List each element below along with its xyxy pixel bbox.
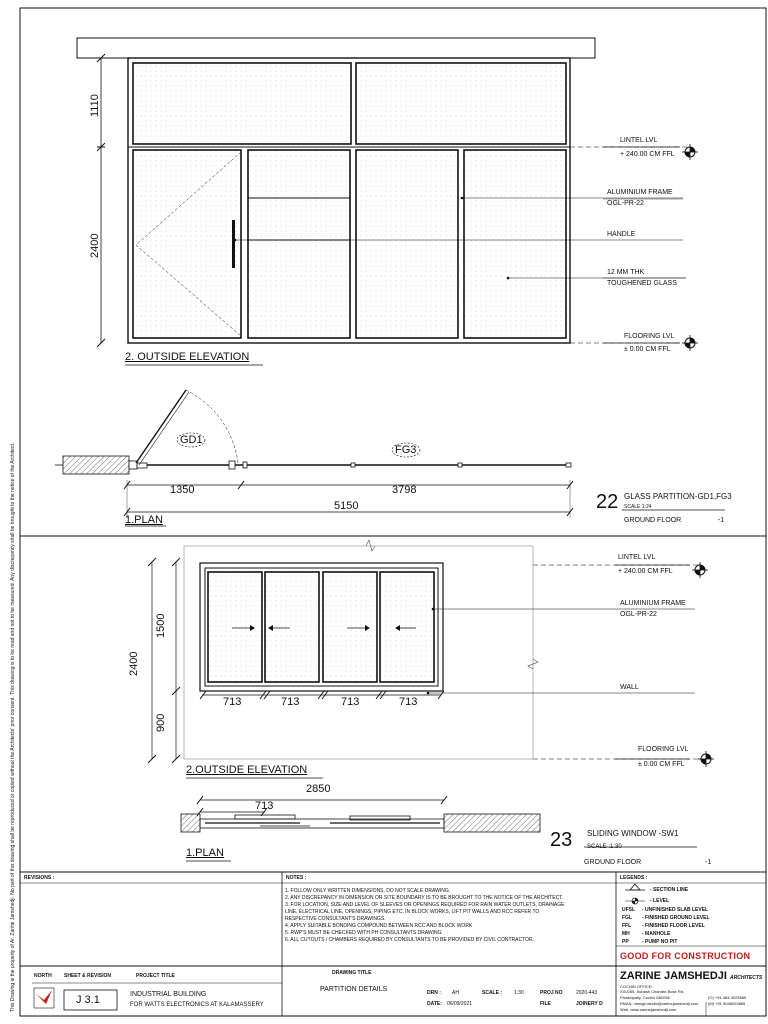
- file-value: JOINERY D: [576, 1001, 603, 1007]
- office-label: COCHIN OFFICE:: [620, 984, 653, 989]
- drawing-title-label: DRAWING TITLE: [332, 970, 372, 976]
- glass-label-2: TOUGHENED GLASS: [607, 280, 677, 287]
- note-item: RESPECTIVE CONSULTANT'S DRAWINGS.: [285, 916, 386, 922]
- dim-height-window: 1500: [155, 613, 167, 638]
- notes-list: [285, 888, 613, 944]
- floor-23: GROUND FLOOR: [584, 859, 642, 866]
- dim-height-door: 2400: [89, 233, 101, 258]
- legend-code: MH: [622, 931, 630, 937]
- proj-no-label: PROJ NO: [540, 990, 563, 996]
- dim-width-fixed: 3798: [392, 484, 417, 496]
- dim-width-total: 5150: [334, 500, 359, 512]
- bottom-elevation-title: 2.OUTSIDE ELEVATION: [186, 764, 308, 776]
- legend-desc: - FINISHED GROUND LEVEL: [642, 915, 710, 921]
- address-2: Panampally, Cochin 682036: [620, 995, 670, 1000]
- scale-label: SCALE :: [482, 990, 502, 996]
- address-1: XXI/285, Subash Chandra Bose Rd,: [620, 989, 685, 994]
- drn-value: AH: [452, 990, 459, 996]
- tag-door: GD1: [180, 434, 203, 446]
- legend-desc: - LEVEL: [650, 898, 670, 904]
- sheet-number-23: 23: [550, 829, 573, 851]
- dim-height-sill: 900: [155, 713, 167, 732]
- bottom-plan-title: 1.PLAN: [186, 847, 224, 859]
- legend-desc: - MANHOLE: [642, 931, 671, 937]
- frame-code-b: OGL-PR-22: [620, 611, 657, 618]
- revisions-header: REVISIONS :: [24, 875, 55, 881]
- floor-value-b: ± 0.00 CM FFL: [638, 761, 685, 768]
- note-item: 5. RWP'S MUST BE CHECKED WITH PH CONSULTANTS DRAWING: [285, 930, 442, 936]
- scale-23: SCALE :1:30: [587, 844, 622, 850]
- top-plan-title: 1.PLAN: [125, 514, 163, 526]
- date-value: 06/09/2021: [447, 1001, 473, 1007]
- drawing-title: PARTITION DETAILS: [320, 986, 388, 993]
- dim-window-total: 2850: [306, 783, 331, 795]
- project-line-2: FOR WATTS ELECTRONICS AT KALAMASSERY: [130, 1002, 264, 1008]
- dim-panel-2: 713: [281, 696, 300, 708]
- legend-desc: - FINISHED FLOOR LEVEL: [642, 923, 705, 929]
- legend-desc: - SECTION LINE: [650, 887, 689, 893]
- sheet-revision-label: SHEET & REVISION: [64, 973, 111, 979]
- legend-code: UFSL: [622, 907, 636, 913]
- firm-name: ZARINE JAMSHEDJI: [620, 970, 727, 982]
- dim-height-total: 2400: [128, 651, 140, 676]
- gfc-stamp: GOOD FOR CONSTRUCTION: [620, 951, 751, 961]
- copyright-note: This Drawing is the property of Ar. Zarine Jamshedji. No part of this drawing shall be reproduced or copied without the Architects' prior consent. This drawing is to be read and not to be measured. Any discrepancy shall be brought to the notice of the Architect.: [10, 442, 16, 1012]
- scale-value: 1:30: [514, 990, 524, 996]
- dim-panel-1: 713: [223, 696, 242, 708]
- firm-sub: ARCHITECTS: [730, 975, 763, 981]
- notes-header: NOTES :: [286, 875, 307, 881]
- sheet-number-22: 22: [596, 491, 619, 513]
- project-title-label: PROJECT TITLE: [136, 973, 175, 979]
- scale-22: SCALE 1:24: [624, 504, 652, 510]
- floor-22: GROUND FLOOR: [624, 517, 682, 524]
- floor-value: ± 0.00 CM FFL: [624, 346, 671, 353]
- note-item: 1. FOLLOW ONLY WRITTEN DIMENSIONS, DO NOT SCALE DRAWING.: [285, 888, 451, 894]
- lintel-value: + 240.00 CM FFL: [620, 151, 675, 158]
- glass-label-1: 12 MM THK: [607, 269, 645, 276]
- date-label: DATE:: [427, 1001, 442, 1007]
- wall-label: WALL: [620, 684, 639, 691]
- note-item: 4. APPLY SUITABLE BONDING COMPOUND BETWEEN RCC AND BLOCK WORK: [285, 923, 473, 929]
- frame-label-b: ALUMINIUM FRAME: [620, 600, 686, 607]
- legends-header: LEGENDS :: [620, 875, 648, 881]
- frame-code: OGL-PR-22: [607, 200, 644, 207]
- sheet-title-23: SLIDING WINDOW -SW1: [587, 829, 679, 838]
- lintel-label: LINTEL LVL: [620, 137, 658, 144]
- frame-label: ALUMINIUM FRAME: [607, 189, 673, 196]
- file-label: FILE: [540, 1001, 551, 1007]
- sheet-title-22: GLASS PARTITION-GD1,FG3: [624, 492, 732, 501]
- note-item: 6. ALL CUTOUTS / CHAMBERS REQUIRED BY CONSULTANTS TO BE PROVIDED BY CIVIL CONTRACTOR.: [285, 937, 534, 943]
- top-elevation-title: 2. OUTSIDE ELEVATION: [125, 351, 250, 363]
- bottom-elevation: [148, 540, 714, 778]
- handle-label: HANDLE: [607, 231, 636, 238]
- dim-width-door: 1350: [170, 484, 195, 496]
- legend-code: PP: [622, 939, 629, 945]
- dim-panel-4: 713: [399, 696, 418, 708]
- drn-label: DRN :: [427, 990, 441, 996]
- phone-mobile: (M) +91 9048023865: [708, 1001, 746, 1006]
- email: EMAIL: design.studio@zarinejamshedji.com: [620, 1001, 699, 1006]
- lintel-value-b: + 240.00 CM FFL: [618, 568, 673, 575]
- floor-num-23: -1: [705, 859, 712, 866]
- dim-panel-3: 713: [341, 696, 360, 708]
- sheet-id: J 3.1: [76, 994, 100, 1006]
- legend-code: FFL: [622, 923, 632, 929]
- north-label: NORTH: [34, 973, 52, 979]
- legend-desc: - PUMP NO PIT: [642, 939, 678, 945]
- note-item: 3. FOR LOCATION, SIZE AND LEVEL OF SLEEVES OR OPENINGS REQUIRED FOR RAIN WATER OUTLETS, DRAINAGE: [285, 902, 565, 908]
- proj-no-value: 2020-443: [576, 990, 598, 996]
- top-elevation: [77, 38, 698, 365]
- dim-panel-plan: 713: [255, 800, 274, 812]
- tag-fixed: FG3: [395, 444, 417, 456]
- project-line-1: INDUSTRIAL BUILDING: [130, 991, 207, 998]
- phone-office: (O) +91 484 4023865: [708, 995, 747, 1000]
- website: Web: www.zarinejamshedji.com: [620, 1007, 677, 1012]
- floor-label: FLOORING LVL: [624, 333, 675, 340]
- floor-num-22: -1: [718, 517, 725, 524]
- lintel-label-b: LINTEL LVL: [618, 554, 656, 561]
- legend-code: FGL: [622, 915, 632, 921]
- floor-label-b: FLOORING LVL: [638, 746, 689, 753]
- note-item: LINE, ELECTRICAL LINE, OPENINGS, PIPING ETC. IN BLOCK WORKS, LIFT PIT WALLS AND RCC REFER TO: [285, 909, 540, 915]
- dim-height-top: 1110: [89, 94, 101, 117]
- note-item: 2. ANY DISCREPANCY IN DIMENSION OR SITE BOUNDARY IS TO BE BROUGHT TO THE NOTICE OF THE ARCHITECT.: [285, 895, 564, 901]
- legend-desc: - UNFINISHED SLAB LEVEL: [642, 907, 709, 913]
